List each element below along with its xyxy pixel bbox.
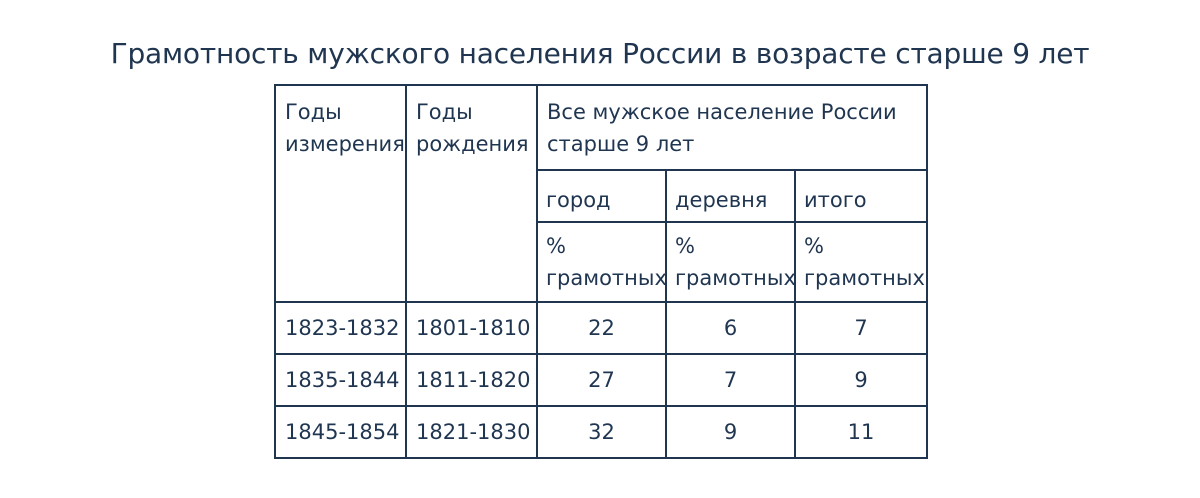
- header-group-line2: старше 9 лет: [547, 132, 695, 156]
- table-title: Грамотность мужского населения России в возрасте старше 9 лет: [110, 37, 1090, 70]
- header-row: [275, 85, 927, 170]
- cell-city-percent: 27: [537, 354, 666, 406]
- unit-total: [795, 222, 927, 302]
- unit-village-symbol: %: [675, 234, 695, 258]
- cell-total-percent: 7: [795, 302, 927, 354]
- cell-birth-years: 1811-1820: [406, 354, 537, 406]
- unit-total-text: грамотных: [804, 266, 925, 290]
- cell-city-percent: 22: [537, 302, 666, 354]
- cell-birth-years: 1821-1830: [406, 406, 537, 458]
- subheader-total: итого: [795, 170, 927, 222]
- cell-total-percent: 11: [795, 406, 927, 458]
- unit-city: [537, 222, 666, 302]
- header-years-birth: [406, 85, 537, 302]
- header-years-measure-line2: измерения: [285, 132, 405, 156]
- header-years-birth-line2: рождения: [416, 132, 529, 156]
- unit-city-symbol: %: [546, 234, 566, 258]
- subheader-city: город: [537, 170, 666, 222]
- header-group: [537, 85, 927, 170]
- unit-village-text: грамотных: [675, 266, 796, 290]
- unit-city-text: грамотных: [546, 266, 667, 290]
- unit-village: [666, 222, 795, 302]
- table-row: [275, 354, 927, 406]
- subheader-village: деревня: [666, 170, 795, 222]
- cell-city-percent: 32: [537, 406, 666, 458]
- cell-village-percent: 9: [666, 406, 795, 458]
- cell-village-percent: 6: [666, 302, 795, 354]
- cell-measure-years: 1845-1854: [275, 406, 406, 458]
- header-years-birth-line1: Годы: [416, 100, 473, 124]
- header-years-measure: [275, 85, 406, 302]
- cell-measure-years: 1835-1844: [275, 354, 406, 406]
- table-row: [275, 302, 927, 354]
- header-years-measure-line1: Годы: [285, 100, 342, 124]
- literacy-table: [274, 84, 928, 459]
- cell-measure-years: 1823-1832: [275, 302, 406, 354]
- unit-total-symbol: %: [804, 234, 824, 258]
- table-row: [275, 406, 927, 458]
- cell-village-percent: 7: [666, 354, 795, 406]
- cell-birth-years: 1801-1810: [406, 302, 537, 354]
- header-group-line1: Все мужское население России: [547, 100, 897, 124]
- cell-total-percent: 9: [795, 354, 927, 406]
